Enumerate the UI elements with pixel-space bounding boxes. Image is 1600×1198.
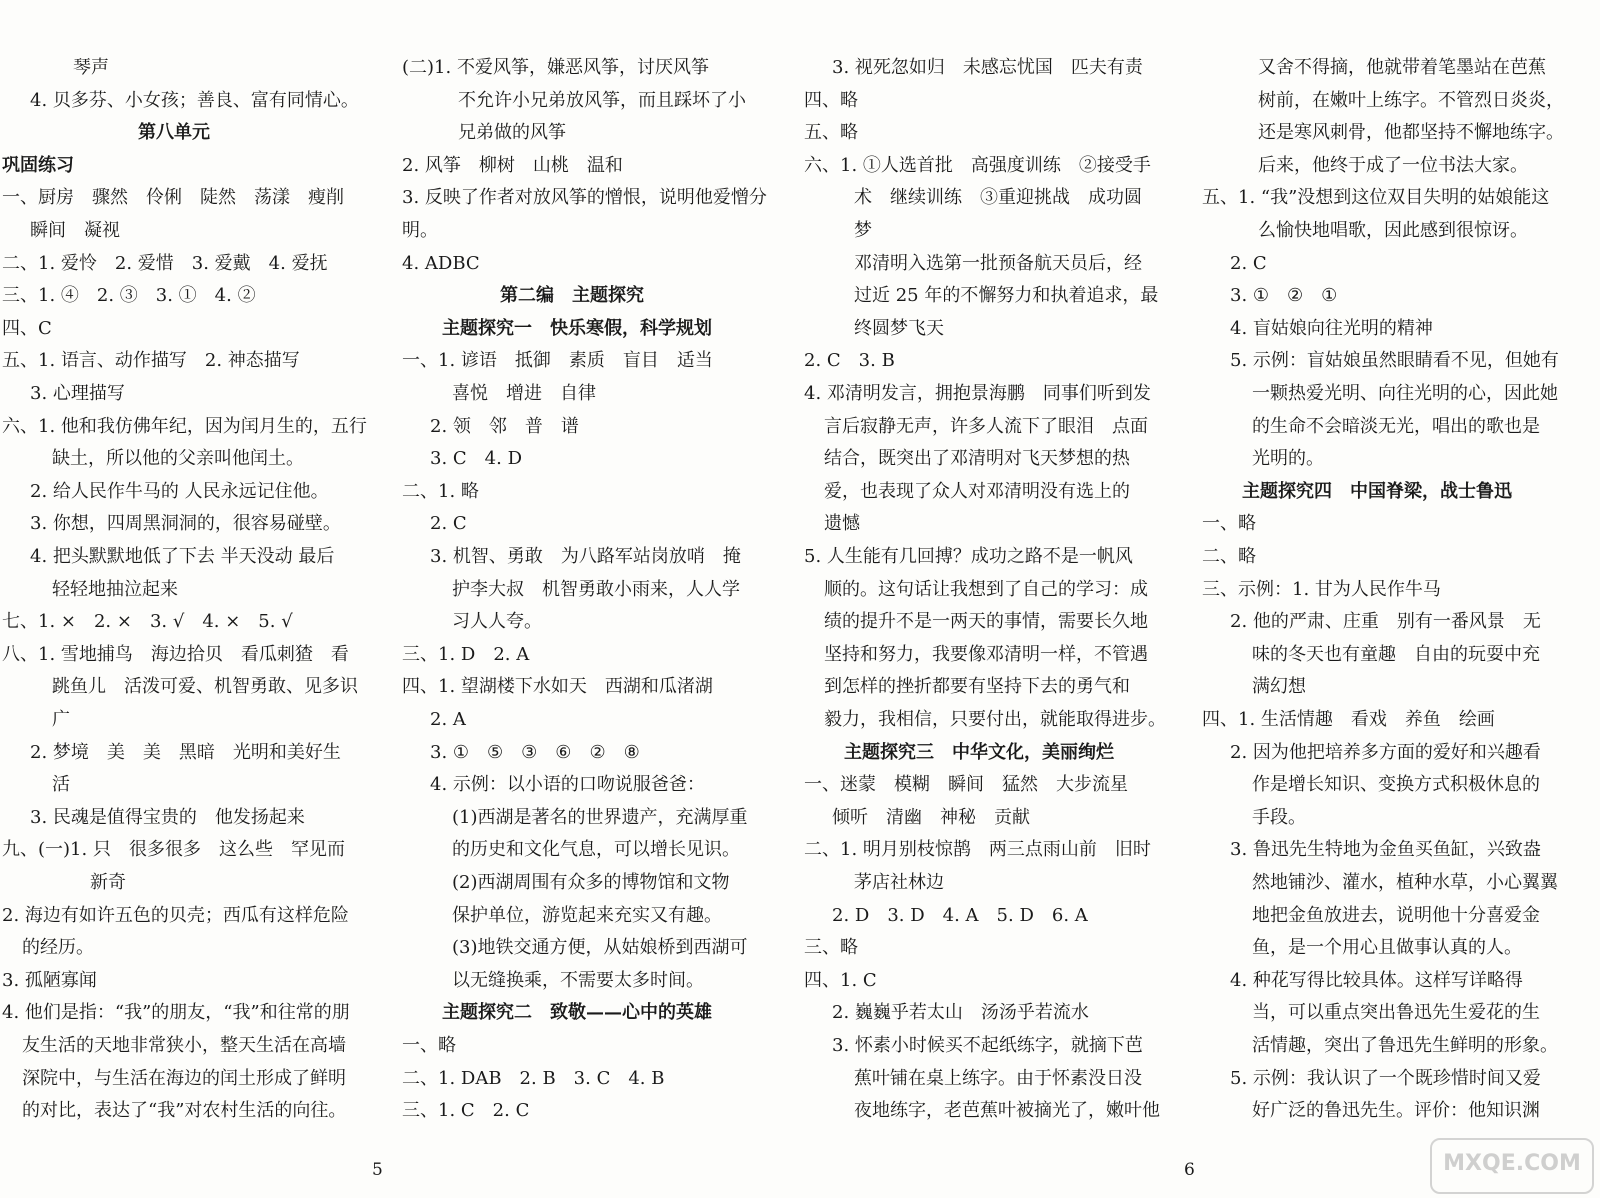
answer-line: 五、1. “我”没想到这位双目失明的姑娘能这 [1202, 187, 1550, 209]
section-heading: 第八单元 [138, 122, 210, 144]
answer-line: 4. 把头默默地低了下去 半天没动 最后 [30, 546, 335, 567]
answer-line: 的生命不会暗淡无光，唱出的歌也是 [1252, 415, 1540, 437]
answer-line: 然地铺沙、灌水，植种水草，小心翼翼 [1252, 872, 1558, 893]
watermark-logo: MXQE.COM [1430, 1138, 1594, 1194]
column-3 [802, 52, 1200, 1142]
answer-line: 2. 因为他把培养多方面的爱好和兴趣看 [1230, 741, 1541, 763]
answer-line: 光明的。 [1252, 448, 1324, 470]
answer-line: 一颗热爱光明、向往光明的心，因此她 [1252, 383, 1558, 404]
answer-line: 七、1. × 2. × 3. √ 4. × 5. √ [2, 611, 293, 633]
answer-line: 以无缝换乘，不需要太多时间。 [452, 969, 704, 991]
answer-line: 保护单位，游览起来充实又有趣。 [452, 904, 722, 926]
answer-line: 3. 反映了作者对放风筝的憎恨，说明他爱憎分 [402, 187, 767, 209]
page-number-left: 5 [372, 1160, 383, 1180]
section-heading: 主题探究三 中华文化，美丽绚烂 [844, 741, 1114, 763]
answer-line: 2. 给人民作牛马的 人民永远记住他。 [30, 480, 329, 502]
answer-line: 2. 风筝 柳树 山桃 温和 [402, 154, 623, 176]
answer-line: 三、1. D 2. A [402, 643, 530, 665]
answer-line: 当，可以重点突出鲁迅先生爱花的生 [1252, 1002, 1540, 1024]
answer-line: 不允许小兄弟放风筝，而且踩坏了小 [458, 89, 746, 111]
section-heading: 主题探究二 致敬——心中的英雄 [442, 1002, 712, 1024]
answer-line: 还是寒风刺骨，他都坚持不懈地练字。 [1258, 122, 1564, 144]
answer-line: 三、示例：1. 甘为人民作牛马 [1202, 578, 1441, 600]
answer-line: 4. 贝多芬、小女孩；善良、富有同情心。 [30, 89, 359, 111]
answer-line: 爱，也表现了众人对邓清明没有选上的 [824, 480, 1130, 502]
answer-line: 三、1. ④ 2. ③ 3. ① 4. ② [2, 285, 256, 307]
answer-line: 2. A [430, 709, 466, 730]
answer-line: 2. 领 邻 普 谱 [430, 415, 579, 437]
answer-line: 好广泛的鲁迅先生。评价：他知识渊 [1252, 1100, 1540, 1122]
answer-line: 4. ADBC [402, 252, 480, 274]
answer-line: 习人人夸。 [452, 611, 542, 633]
answer-line: 二、略 [1202, 546, 1256, 567]
section-heading: 巩固练习 [2, 154, 74, 176]
answer-line: 四、1. C [804, 969, 877, 991]
answer-line: 邓清明入选第一批预备航天员后，经 [854, 252, 1142, 274]
answer-line: 2. 他的严肃、庄重 别有一番风景 无 [1230, 611, 1541, 633]
answer-line: 夜地练字，老芭蕉叶被摘光了，嫩叶他 [854, 1100, 1160, 1122]
answer-line: 跳鱼儿 活泼可爱、机智勇敢、见多识 [52, 676, 358, 698]
answer-line: 一、略 [402, 1035, 456, 1056]
answer-line: 坚持和努力，我要像邓清明一样，不管遇 [824, 643, 1148, 665]
answer-line: 顺的。这句话让我想到了自己的学习：成 [824, 578, 1148, 600]
answer-line: 二、1. DAB 2. B 3. C 4. B [402, 1067, 665, 1089]
answer-line: 3. 鲁迅先生特地为金鱼买鱼缸，兴致盎 [1230, 839, 1541, 861]
answer-line: 过近 25 年的不懈努力和执着追求，最 [854, 285, 1159, 307]
column-1 [0, 52, 395, 1142]
answer-line: 倾听 清幽 神秘 贡献 [832, 806, 1030, 828]
answer-line: 缺土，所以他的父亲叫他闰土。 [52, 448, 304, 470]
answer-line: 梦 [854, 220, 872, 241]
answer-line: 4. 示例：以小语的口吻说服爸爸： [430, 774, 705, 796]
answer-line: 后来，他终于成了一位书法大家。 [1258, 154, 1528, 176]
answer-line: 3. 民魂是值得宝贵的 他发扬起来 [30, 806, 305, 828]
answer-line: 4. 邓清明发言，拥抱景海鹏 同事们听到发 [804, 383, 1151, 404]
answer-line: 九、(一)1. 只 很多很多 这么些 罕见而 [2, 839, 345, 861]
answer-line: 作是增长知识、变换方式积极休息的 [1252, 774, 1540, 796]
answer-line: 四、1. 生活情趣 看戏 养鱼 绘画 [1202, 709, 1495, 730]
answer-line: 三、略 [804, 937, 858, 959]
answer-line: 3. 视死忽如归 未感忘忧国 匹夫有责 [832, 57, 1143, 78]
answer-line: 2. C [430, 513, 467, 535]
answer-line: 的对比，表达了“我”对农村生活的向往。 [22, 1100, 347, 1122]
answer-line: 又舍不得摘，他就带着笔墨站在芭蕉 [1258, 57, 1546, 78]
answer-line: 鱼，是一个用心且做事认真的人。 [1252, 937, 1522, 959]
answer-line: 的历史和文化气息，可以增长见识。 [452, 839, 740, 861]
answer-line: 轻轻地抽泣起来 [52, 578, 178, 600]
section-heading: 主题探究一 快乐寒假，科学规划 [442, 317, 712, 339]
answer-line: 5. 人生能有几回搏？成功之路不是一帆风 [804, 546, 1133, 567]
answer-line: 3. ① ⑤ ③ ⑥ ② ⑧ [430, 741, 640, 763]
answer-line: 护李大叔 机智勇敢小雨来，人人学 [452, 578, 740, 600]
answer-line: 3. 机智、勇敢 为八路军站岗放哨 掩 [430, 546, 741, 567]
answer-line: 5. 示例：盲姑娘虽然眼睛看不见，但她有 [1230, 350, 1559, 372]
answer-line: 2. 梦境 美 美 黑暗 光明和美好生 [30, 741, 341, 763]
answer-line: 八、1. 雪地捕鸟 海边拾贝 看瓜刺猹 看 [2, 643, 349, 665]
column-2 [400, 52, 800, 1142]
answer-line: 明。 [402, 220, 438, 241]
answer-line: 广 [52, 709, 70, 730]
answer-line: 茅店社林边 [854, 872, 944, 893]
answer-line: 二、1. 略 [402, 480, 479, 502]
answer-line: 5. 示例：我认识了一个既珍惜时间又爱 [1230, 1067, 1541, 1089]
answer-line: 活情趣，突出了鲁迅先生鲜明的形象。 [1252, 1035, 1558, 1056]
answer-line: 一、略 [1202, 513, 1256, 535]
answer-line: 满幻想 [1252, 676, 1306, 698]
answer-line: (3)地铁交通方便，从姑娘桥到西湖可 [452, 937, 748, 959]
answer-line: 六、1. ①人选首批 高强度训练 ②接受手 [804, 154, 1151, 176]
answer-line: 3. 心理描写 [30, 383, 125, 404]
answer-line: 五、略 [804, 122, 858, 144]
answer-line: 手段。 [1252, 806, 1306, 828]
answer-line: 绩的提升不是一两天的事情，需要长久地 [824, 611, 1148, 633]
answer-line: 一、厨房 骤然 伶俐 陡然 荡漾 瘦削 [2, 187, 344, 209]
answer-line: 么愉快地唱歌，因此感到很惊讶。 [1258, 220, 1528, 241]
answer-line: 4. 盲姑娘向往光明的精神 [1230, 317, 1433, 339]
section-heading: 主题探究四 中国脊梁，战士鲁迅 [1242, 480, 1512, 502]
answer-line: 友生活的天地非常狭小，整天生活在高墙 [22, 1035, 346, 1056]
answer-line: 深院中，与生活在海边的闰土形成了鲜明 [22, 1067, 346, 1089]
answer-line: 二、1. 明月别枝惊鹊 两三点雨山前 旧时 [804, 839, 1151, 861]
answer-line: 3. C 4. D [430, 448, 522, 470]
answer-line: (二)1. 不爱风筝，嫌恶风筝，讨厌风筝 [402, 57, 709, 78]
answer-line: 瞬间 凝视 [30, 220, 120, 241]
answer-line: 琴声 [73, 57, 109, 78]
answer-line: 2. D 3. D 4. A 5. D 6. A [832, 904, 1088, 926]
answer-line: 3. 你想，四周黑洞洞的，很容易碰壁。 [30, 513, 341, 535]
answer-line: 蕉叶铺在桌上练字。由于怀素没日没 [854, 1067, 1142, 1089]
answer-line: 一、1. 谚语 抵御 素质 盲目 适当 [402, 350, 713, 372]
answer-line: 四、略 [804, 89, 858, 111]
answer-line: 兄弟做的风筝 [458, 122, 566, 144]
answer-line: 结合，既突出了邓清明对飞天梦想的热 [824, 448, 1130, 470]
answer-line: 到怎样的挫折都要有坚持下去的勇气和 [824, 676, 1130, 698]
answer-line: 2. C 3. B [804, 350, 895, 372]
answer-line: 味的冬天也有童趣 自由的玩耍中充 [1252, 643, 1540, 665]
answer-line: 4. 种花写得比较具体。这样写详略得 [1230, 969, 1523, 991]
answer-line: 的经历。 [22, 937, 94, 959]
answer-line: (2)西湖周围有众多的博物馆和文物 [452, 872, 730, 893]
answer-line: 3. ① ② ① [1230, 285, 1338, 307]
section-heading: 第二编 主题探究 [500, 285, 644, 307]
answer-line: 毅力，我相信，只要付出，就能取得进步。 [824, 709, 1166, 730]
answer-line: 2. 巍巍乎若太山 汤汤乎若流水 [832, 1002, 1089, 1024]
answer-line: 树前，在嫩叶上练字。不管烈日炎炎， [1258, 89, 1564, 111]
answer-line: 四、C [2, 317, 52, 339]
answer-line: 三、1. C 2. C [402, 1100, 530, 1122]
answer-line: 遗憾 [824, 513, 860, 535]
answer-line: 言后寂静无声，许多人流下了眼泪 点面 [824, 415, 1148, 437]
answer-line: (1)西湖是著名的世界遗产，充满厚重 [452, 806, 748, 828]
answer-line: 术 继续训练 ③重迎挑战 成功圆 [854, 187, 1142, 209]
answer-line: 喜悦 增进 自律 [452, 383, 596, 404]
column-4 [1200, 52, 1600, 1142]
answer-line: 五、1. 语言、动作描写 2. 神态描写 [2, 350, 300, 372]
answer-line: 四、1. 望湖楼下水如天 西湖和瓜渚湖 [402, 676, 713, 698]
answer-line: 3. 孤陋寡闻 [2, 969, 97, 991]
answer-line: 六、1. 他和我仿佛年纪，因为闰月生的，五行 [2, 415, 367, 437]
answer-line: 一、迷蒙 模糊 瞬间 猛然 大步流星 [804, 774, 1128, 796]
answer-line: 2. 海边有如许五色的贝壳；西瓜有这样危险 [2, 904, 349, 926]
answer-line: 2. C [1230, 252, 1267, 274]
answer-line: 二、1. 爱怜 2. 爱惜 3. 爱戴 4. 爱抚 [2, 252, 328, 274]
answer-line: 活 [52, 774, 70, 796]
answer-line: 4. 他们是指：“我”的朋友，“我”和往常的朋 [2, 1002, 350, 1024]
page-number-right: 6 [1184, 1160, 1195, 1180]
answer-line: 终圆梦飞天 [854, 317, 944, 339]
answer-line: 新奇 [90, 872, 126, 893]
answer-line: 3. 怀素小时候买不起纸练字，就摘下芭 [832, 1035, 1143, 1056]
answer-line: 地把金鱼放进去，说明他十分喜爱金 [1252, 904, 1540, 926]
